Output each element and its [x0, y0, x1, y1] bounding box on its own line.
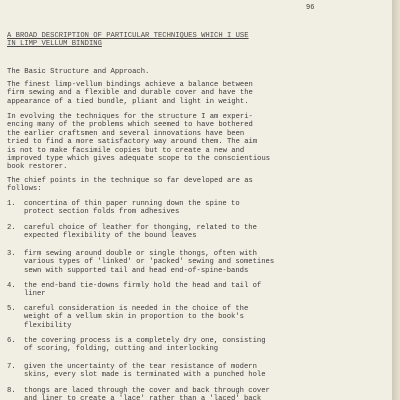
list-line: flexibility [24, 321, 72, 330]
list-number: 3. [7, 250, 16, 258]
list-item [7, 224, 257, 241]
paragraph-line: improved type which gives adequate scope to the conscientious [7, 155, 271, 164]
paragraph-1 [7, 81, 253, 106]
heading-line-2: IN LIMP VELLUM BINDING [7, 40, 102, 49]
list-item [7, 250, 274, 275]
list-line: sewn with supported tail and head end-of-spine-bands [24, 266, 249, 275]
list-item [7, 200, 240, 217]
list-line: thongs are laced through the cover and back through cover [24, 387, 270, 395]
paragraph-line: The chief points in the technique so far developed are as [7, 177, 253, 185]
list-line: firm sewing around double or single thongs, often with [24, 250, 257, 258]
paragraph-line: is not to make facsimile copies but to create a new and [7, 146, 245, 155]
list-item [7, 337, 266, 354]
list-text [24, 363, 266, 380]
paragraph-3 [7, 177, 253, 194]
list-line: of scoring, folding, cutting and interlocking [24, 345, 219, 354]
list-text [24, 305, 248, 330]
list-line: weight of a vellum skin in proportion to the book's [24, 313, 244, 322]
list-line: careful consideration is needed in the choice of the [24, 305, 249, 313]
paragraph-line: follows: [7, 185, 42, 194]
list-number: 8. [7, 387, 16, 395]
document-heading [7, 32, 307, 49]
list-line: skins, every slot made is terminated with a punched hole [24, 371, 266, 380]
paragraph-line: book restorer. [7, 163, 68, 172]
list-line: given the uncertainty of the tear resistance of modern [24, 363, 257, 371]
list-number: 4. [7, 282, 16, 290]
heading-line-1: A BROAD DESCRIPTION OF PARTICULAR TECHNIQUES WHICH I USE [7, 32, 249, 40]
list-line: the end-band tie-downs firmly hold the head and tail of [24, 282, 262, 290]
paragraph-line: In evolving the techniques for the structure I am experi- [7, 113, 253, 121]
paragraph-line: the earlier craftsmen and several innovations have been [7, 129, 245, 138]
list-text [24, 200, 240, 217]
list-line: concertina of thin paper running down the spine to [24, 200, 240, 208]
list-number: 7. [7, 363, 16, 371]
list-line: liner [24, 290, 46, 299]
list-item [7, 387, 270, 400]
list-line: the covering process is a completely dry one, consisting [24, 337, 266, 345]
list-item [7, 305, 248, 330]
list-text [24, 224, 257, 241]
section-title: The Basic Structure and Approach. [7, 68, 150, 76]
list-item [7, 363, 266, 380]
paragraph-line: encing many of the problems which seemed to have bothered [7, 121, 253, 130]
page-number: 96 [306, 4, 315, 12]
list-line: and liner to create a 'lace' rather than a 'laced' back [24, 395, 262, 400]
list-number: 5. [7, 305, 16, 313]
list-number: 2. [7, 224, 16, 232]
list-number: 1. [7, 200, 16, 208]
list-text [24, 337, 266, 354]
paragraph-line: firm sewing and a flexible and durable cover and have the [7, 89, 253, 98]
list-line: various types of 'linked' or 'packed' sewing and sometines [24, 258, 275, 267]
list-number: 6. [7, 337, 16, 345]
paragraph-line: tried to find a more satisfactory way around them. The aim [7, 138, 258, 147]
list-line: protect section folds from adhesives [24, 208, 180, 217]
paragraph-line: appearance of a tied bundle, pliant and light in weight. [7, 97, 249, 106]
paragraph-line: The finest limp-vellum bindings achieve a balance between [7, 81, 253, 89]
list-text [24, 387, 270, 400]
paragraph-2 [7, 113, 270, 172]
page-edge [392, 0, 400, 400]
list-item [7, 282, 261, 299]
list-line: careful choice of leather for thonging, related to the [24, 224, 257, 232]
list-line: expected flexibility of the bound leaves [24, 232, 197, 241]
list-text [24, 250, 274, 275]
list-text [24, 282, 261, 299]
